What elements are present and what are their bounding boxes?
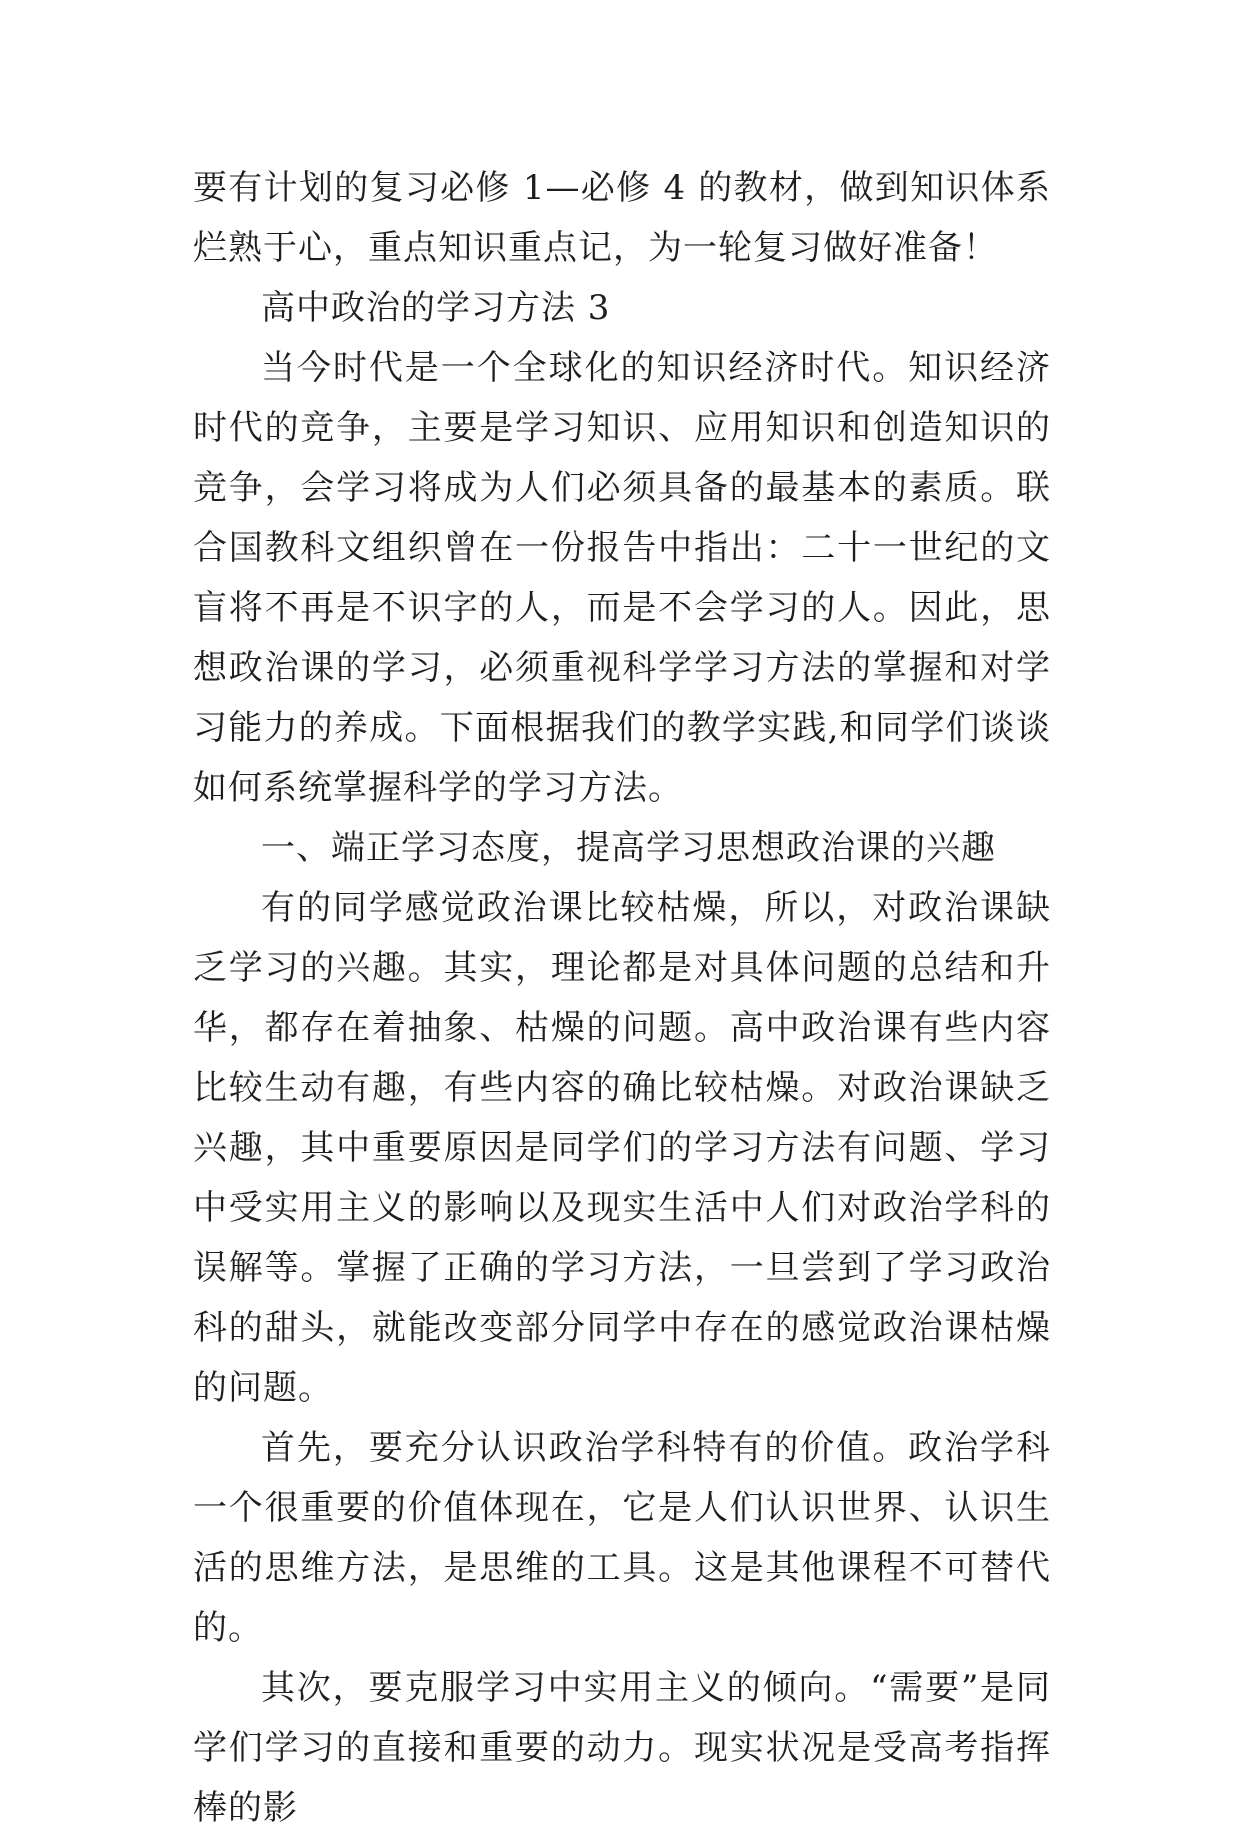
document-body <box>193 158 1051 1838</box>
paragraph-second-pragmatism: 其次，要克服学习中实用主义的倾向。“需要”是同学们学习的直接和重要的动力。现实状况是受高考指挥棒的影 <box>193 1668 1051 1828</box>
paragraph-interest: 有的同学感觉政治课比较枯燥，所以，对政治课缺乏学习的兴趣。其实，理论都是对具体问题的总结和升华，都存在着抽象、枯燥的问题。高中政治课有些内容比较生动有趣，有些内容的确比较枯燥。对政治课缺乏兴趣，其中重要原因是同学们的学习方法有问题、学习中受实用主义的影响以及现实生活中人们对政治学科的误解等。掌握了正确的学习方法，一旦尝到了学习政治科的甜头，就能改变部分同学中存在的感觉政治课枯燥的问题。 <box>193 888 1051 1408</box>
paragraph-continuation: 要有计划的复习必修 1—必修 4 的教材，做到知识体系烂熟于心，重点知识重点记，为一轮复习做好准备！ <box>193 168 1051 268</box>
section-heading-attitude: 一、端正学习态度，提高学习思想政治课的兴趣 <box>261 828 996 868</box>
section-heading-method-3: 高中政治的学习方法 3 <box>261 288 611 328</box>
paragraph-knowledge-economy: 当今时代是一个全球化的知识经济时代。知识经济时代的竞争，主要是学习知识、应用知识和创造知识的竞争，会学习将成为人们必须具备的最基本的素质。联合国教科文组织曾在一份报告中指出：二十一世纪的文盲将不再是不识字的人，而是不会学习的人。因此，思想政治课的学习，必须重视科学学习方法的掌握和对学习能力的养成。下面根据我们的教学实践,和同学们谈谈如何系统掌握科学的学习方法。 <box>193 348 1051 808</box>
paragraph-first-value: 首先，要充分认识政治学科特有的价值。政治学科一个很重要的价值体现在，它是人们认识世界、认识生活的思维方法，是思维的工具。这是其他课程不可替代的。 <box>193 1428 1051 1648</box>
